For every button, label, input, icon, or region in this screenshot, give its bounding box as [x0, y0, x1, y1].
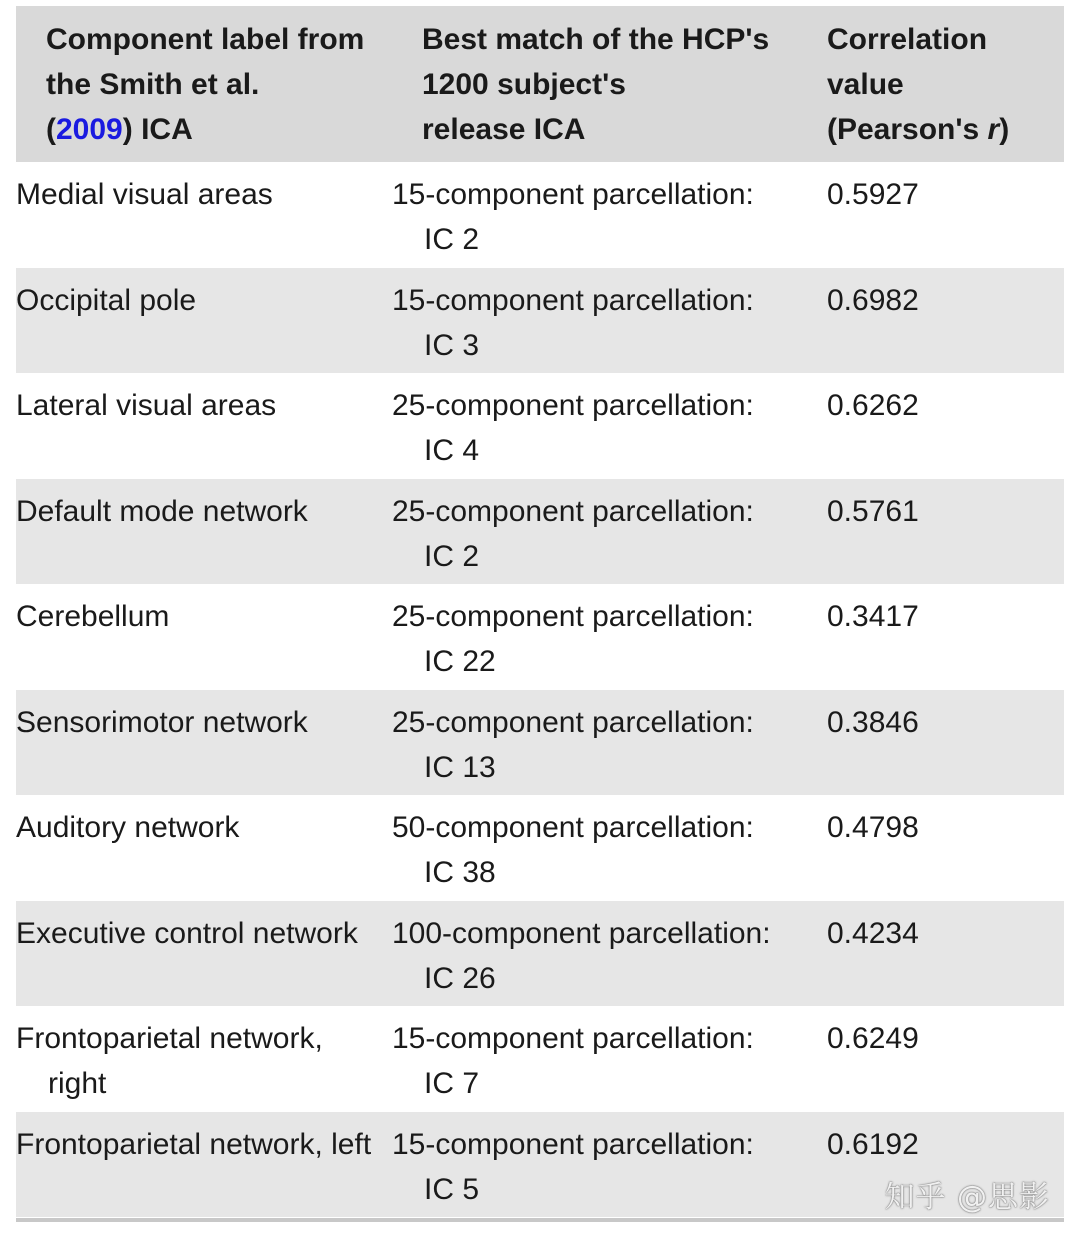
header-best-match: Best match of the HCP's 1200 subject's release ICA	[422, 23, 770, 146]
header-correlation: Correlation value (Pearson's r)	[827, 23, 1010, 146]
component-label-cell: Default mode network	[16, 494, 308, 528]
table-header	[16, 6, 1064, 162]
component-label-cell: Lateral visual areas	[16, 389, 277, 422]
correlation-value-cell: 0.4234	[827, 916, 919, 950]
table-row	[16, 690, 1064, 796]
correlation-value-cell: 0.6262	[827, 389, 919, 422]
best-match-cell: 15-component parcellation: IC 7	[392, 1022, 754, 1100]
best-match-cell: 25-component parcellation: IC 13	[392, 705, 754, 784]
component-label-cell: Frontoparietal network, left	[16, 1127, 372, 1161]
best-match-cell: 25-component parcellation: IC 4	[392, 389, 754, 467]
header-component-label: Component label from the Smith et al. (2009) ICA	[46, 23, 365, 146]
table-bottom-rule	[16, 1218, 1064, 1222]
table-row	[16, 268, 1064, 374]
component-label-cell: Executive control network	[16, 916, 358, 950]
citation-link[interactable]: 2009	[56, 113, 123, 146]
component-label-cell: Cerebellum	[16, 600, 170, 633]
best-match-cell: 25-component parcellation: IC 2	[392, 494, 754, 573]
table-row	[16, 1006, 1064, 1112]
correlation-value-cell: 0.3846	[827, 705, 919, 739]
best-match-cell: 50-component parcellation: IC 38	[392, 811, 754, 889]
table-row	[16, 584, 1064, 690]
table-row	[16, 162, 1064, 268]
correlation-value-cell: 0.5761	[827, 494, 919, 528]
table-row	[16, 373, 1064, 479]
component-label-cell: Auditory network	[16, 811, 240, 844]
correlation-value-cell: 0.6982	[827, 283, 919, 317]
table-row	[16, 901, 1064, 1007]
component-label-cell: Frontoparietal network, right	[16, 1022, 323, 1100]
table-body	[16, 162, 1064, 1217]
best-match-cell: 15-component parcellation: IC 3	[392, 283, 754, 362]
best-match-cell: 100-component parcellation: IC 26	[392, 916, 771, 995]
correlation-value-cell: 0.4798	[827, 811, 919, 844]
correlation-value-cell: 0.3417	[827, 600, 919, 633]
best-match-cell: 15-component parcellation: IC 5	[392, 1127, 754, 1206]
correlation-table-container	[16, 6, 1064, 1217]
component-label-cell: Occipital pole	[16, 283, 197, 317]
correlation-value-cell: 0.6192	[827, 1127, 919, 1161]
correlation-value-cell: 0.6249	[827, 1022, 919, 1055]
component-label-cell: Sensorimotor network	[16, 705, 308, 739]
table-row	[16, 479, 1064, 585]
header-row	[16, 6, 1064, 162]
correlation-table	[16, 6, 1064, 1217]
best-match-cell: 25-component parcellation: IC 22	[392, 600, 754, 678]
table-row	[16, 795, 1064, 901]
watermark: 知乎 @思影	[884, 1180, 1050, 1215]
correlation-value-cell: 0.5927	[827, 178, 919, 211]
component-label-cell: Medial visual areas	[16, 178, 273, 211]
best-match-cell: 15-component parcellation: IC 2	[392, 178, 754, 256]
